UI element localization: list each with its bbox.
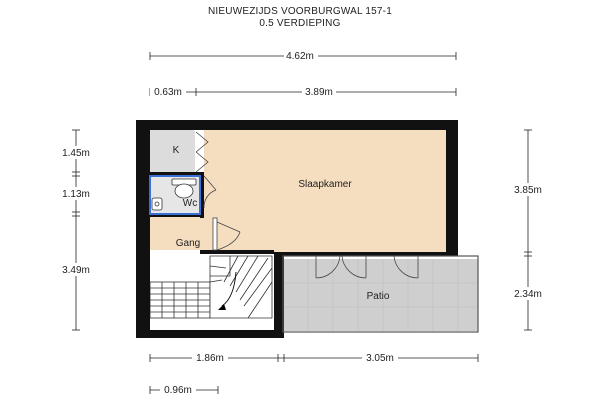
dim-bottom-right: 3.05m — [366, 353, 394, 364]
bedroom-floor — [204, 130, 446, 252]
room-label-wc: Wc — [182, 198, 198, 209]
dim-right-bottom: 2.34m — [514, 289, 542, 300]
dim-top-right: 3.89m — [305, 87, 333, 98]
dim-right-top: 3.85m — [514, 185, 542, 196]
dim-top-total: 4.62m — [286, 51, 314, 62]
washbasin-icon — [152, 198, 162, 210]
dim-left-bottom: 3.49m — [62, 265, 90, 276]
room-label-patio: Patio — [366, 291, 390, 302]
dim-bottom-left: 1.86m — [196, 353, 224, 364]
room-label-kast: K — [172, 145, 180, 156]
dim-bottom-small: 0.96m — [164, 385, 192, 396]
dim-top-left: 0.63m — [154, 87, 182, 98]
dim-left-mid: 1.13m — [62, 189, 90, 200]
dim-left-top: 1.45m — [62, 148, 90, 159]
room-label-slaapkamer: Slaapkamer — [298, 179, 352, 190]
plan-floor-title: 0.5 VERDIEPING — [259, 18, 341, 29]
room-label-gang: Gang — [175, 238, 201, 249]
plan-address-title: NIEUWEZIJDS VOORBURGWAL 157-1 — [208, 6, 392, 17]
